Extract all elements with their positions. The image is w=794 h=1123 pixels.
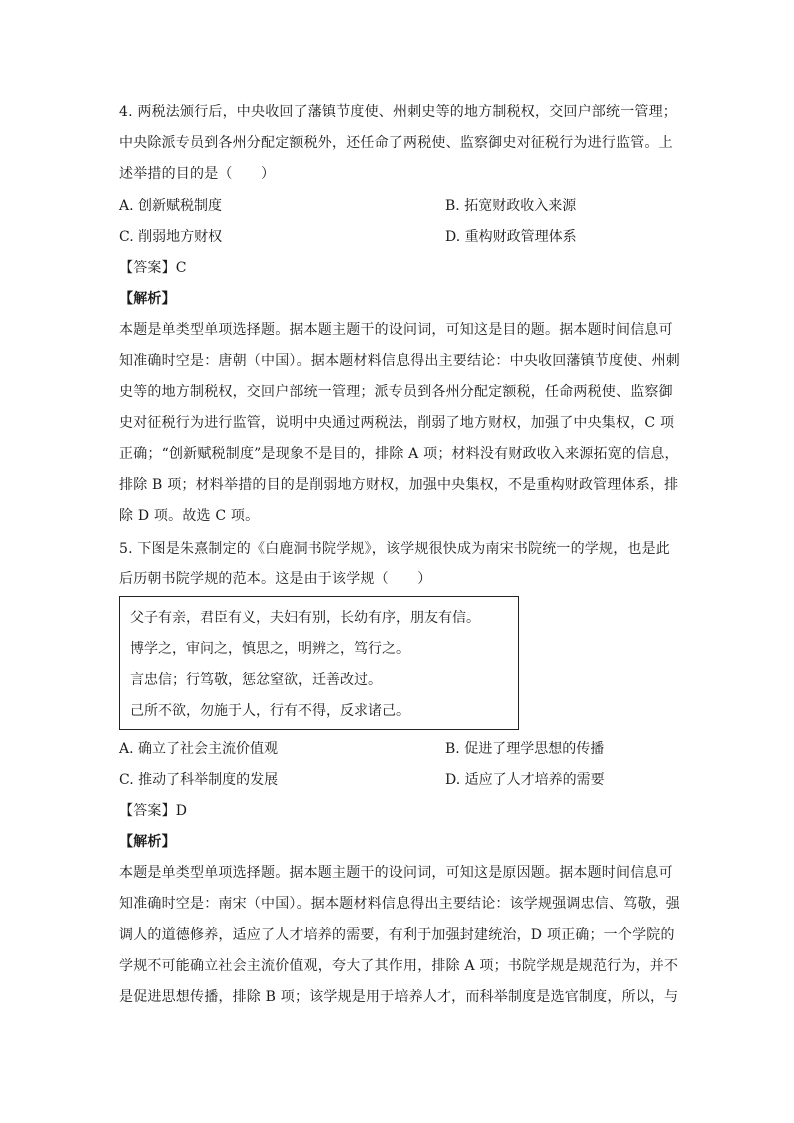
q5-quote-line-2: 博学之，审问之，慎思之，明辨之，笃行之。 [130, 641, 410, 657]
q4-option-a: A. 创新赋税制度 [119, 198, 223, 214]
q5-option-b: B. 促进了理学思想的传播 [445, 741, 605, 757]
q4-stem-line-3: 述举措的目的是（ ） [119, 166, 276, 182]
q4-stem-line-1: 4. 两税法颁行后，中央收回了藩镇节度使、州刺史等的地方制税权，交回户部统一管理； [119, 104, 678, 120]
q4-analysis-line-5: 正确；“创新赋税制度”是现象不是目的，排除 A 项；材料没有财政收入来源拓宽的信息， [119, 446, 679, 462]
q5-stem-line-2: 后历朝书院学规的范本。这是由于该学规（ ） [119, 571, 432, 587]
q5-option-a: A. 确立了社会主流价值观 [119, 741, 279, 757]
q4-analysis-line-6: 排除 B 项；材料举措的目的是削弱地方财权，加强中央集权，不是重构财政管理体系，排 [119, 477, 679, 493]
q4-analysis-line-1: 本题是单类型单项选择题。据本题主题干的设问词，可知这是目的题。据本题时间信息可 [119, 322, 673, 338]
q4-answer: 【答案】C [119, 260, 187, 276]
q4-stem-line-2: 中央除派专员到各州分配定额税外，还任命了两税使、监察御史对征税行为进行监管。上 [119, 135, 673, 151]
q5-answer: 【答案】D [119, 803, 188, 819]
q5-analysis-line-1: 本题是单类型单项选择题。据本题主题干的设问词，可知这是原因题。据本题时间信息可 [119, 865, 673, 881]
q4-analysis-line-7: 除 D 项。故选 C 项。 [119, 508, 260, 524]
q5-analysis-line-2: 知准确时空是：南宋（中国）。据本题材料信息得出主要结论：该学规强调忠信、笃敬，强 [119, 896, 680, 912]
q5-analysis-label: 【解析】 [119, 834, 176, 850]
q4-option-d: D. 重构财政管理体系 [445, 229, 577, 245]
q4-option-b: B. 拓宽财政收入来源 [445, 198, 577, 214]
q5-option-c: C. 推动了科举制度的发展 [119, 772, 279, 788]
q5-quote-line-1: 父子有亲，君臣有义，夫妇有别，长幼有序，朋友有信。 [130, 610, 480, 626]
q5-quote-box [119, 596, 519, 730]
q4-analysis-line-3: 史等的地方制税权，交回户部统一管理；派专员到各州分配定额税，任命两税使、监察御 [119, 384, 673, 400]
q4-analysis-line-2: 知准确时空是：唐朝（中国）。据本题材料信息得出主要结论：中央收回藩镇节度使、州刺 [119, 353, 680, 369]
q5-quote-line-3: 言忠信；行笃敬，惩忿窒欲，迁善改过。 [130, 672, 382, 688]
q5-analysis-line-4: 学规不可能确立社会主流价值观，夸大了其作用，排除 A 项；书院学规是规范行为，并不 [119, 958, 679, 974]
q4-option-c: C. 削弱地方财权 [119, 229, 223, 245]
q5-analysis-line-5: 是促进思想传播，排除 B 项；该学规是用于培养人才，而科举制度是选官制度，所以，与 [119, 989, 679, 1005]
q5-stem-line-1: 5. 下图是朱熹制定的《白鹿洞书院学规》，该学规很快成为南宋书院统一的学规，也是此 [119, 541, 671, 557]
q4-analysis-label: 【解析】 [119, 291, 176, 307]
q5-analysis-line-3: 调人的道德修养，适应了人才培养的需要，有利于加强封建统治，D 项正确；一个学院的 [119, 927, 675, 943]
q5-quote-line-4: 己所不欲，勿施于人，行有不得，反求诸己。 [130, 703, 410, 719]
q4-analysis-line-4: 史对征税行为进行监管，说明中央通过两税法，削弱了地方财权，加强了中央集权，C 项 [119, 415, 675, 431]
q5-option-d: D. 适应了人才培养的需要 [445, 772, 605, 788]
